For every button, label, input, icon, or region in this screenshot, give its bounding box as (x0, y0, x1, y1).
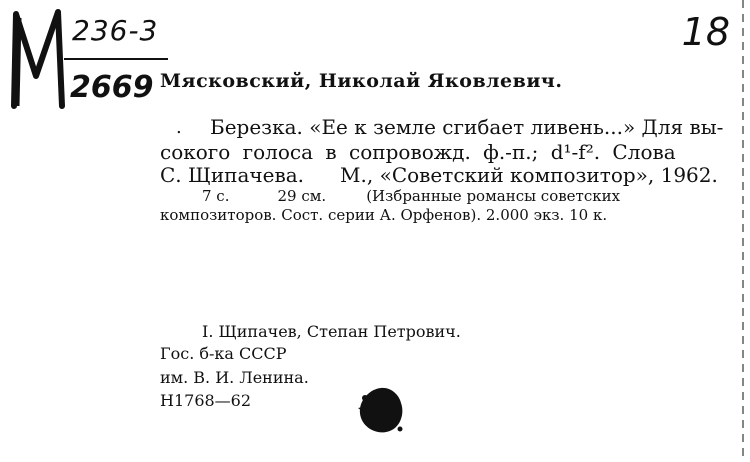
shelf-mark-top: 236-3 (72, 14, 159, 47)
page-count: 7 с. (202, 187, 230, 205)
handwritten-m-glyph (6, 6, 70, 110)
card-edge-rule (742, 0, 744, 462)
leading-mark: . (176, 117, 182, 138)
shelf-mark-divider (64, 58, 168, 60)
series-note-start: (Избранные романсы советских (366, 187, 621, 205)
imprint-lyricist: С. Щипачева. (160, 163, 305, 187)
library-name-line-1: Гос. б-ка СССР (160, 344, 287, 363)
title-line-1: Березка. «Ее к земле сгибает ливень...» Для вы- (210, 115, 724, 139)
title-line-2: сокого голоса в сопровожд. ф.-п.; d¹-f². Слова (160, 140, 676, 164)
series-note-end: композиторов. Сост. серии А. Орфенов). 2.000 экз. 10 к. (160, 206, 608, 224)
corner-number: 18 (681, 10, 730, 54)
added-entry-tracing: I. Щипачев, Степан Петрович. (202, 322, 461, 341)
author-heading: Мясковский, Николай Яковлевич. (160, 70, 563, 92)
library-name-line-2: им. В. И. Ленина. (160, 368, 309, 387)
handwritten-letter-m (6, 6, 70, 114)
imprint-line (160, 163, 718, 187)
ink-blot (356, 384, 406, 436)
physical-description (202, 187, 620, 205)
shelf-mark-bottom: 2669 (70, 70, 154, 105)
card-number: Н1768—62 (160, 391, 252, 410)
item-size: 29 см. (277, 187, 327, 205)
imprint-publisher: М., «Советский композитор», 1962. (340, 163, 718, 187)
